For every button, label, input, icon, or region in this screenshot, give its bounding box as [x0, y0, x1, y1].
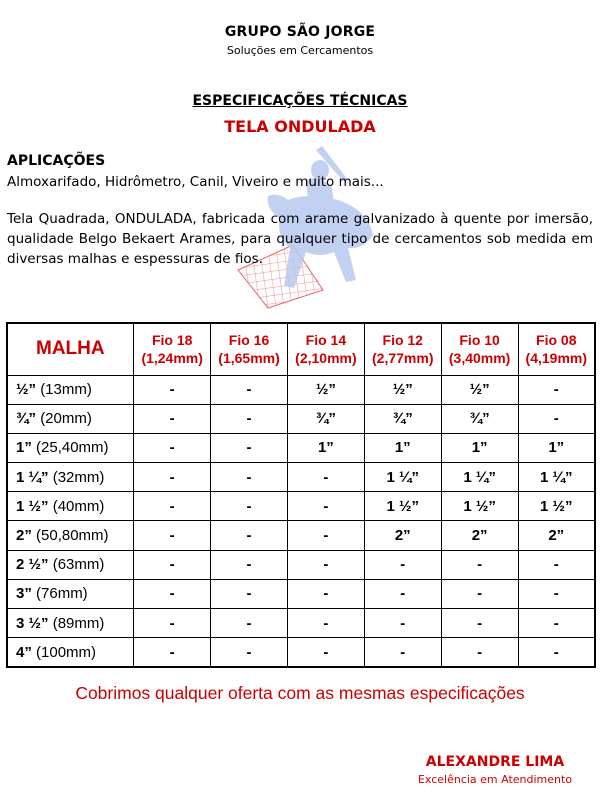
availability-cell: -: [211, 375, 288, 404]
fio-header: [441, 323, 518, 375]
availability-cell: -: [518, 638, 595, 667]
product-description: Tela Quadrada, ONDULADA, fabricada com arame galvanizado à quente por imersão, qualidade Belgo Bekaert Arames, para qualquer tipo de cercamentos sob medida em diversas malhas e espessuras de fios.: [7, 211, 593, 267]
fio-header: [134, 323, 211, 375]
mesh-size-cell: [7, 550, 134, 579]
availability-cell: -: [518, 609, 595, 638]
availability-cell: -: [518, 550, 595, 579]
availability-cell: -: [134, 463, 211, 492]
letterhead: [0, 24, 600, 57]
availability-cell: ½”: [441, 375, 518, 404]
fio-diameter: (1,65mm): [218, 350, 280, 367]
mesh-size-inches: 2 ½”: [16, 556, 49, 574]
fio-diameter: (2,10mm): [295, 350, 357, 367]
mesh-size-inches: 1 ¼”: [16, 468, 49, 486]
mesh-size-cell: [7, 609, 134, 638]
mesh-size-inches: ½”: [16, 381, 37, 399]
availability-cell: ¾”: [287, 404, 364, 433]
availability-cell: 1”: [287, 433, 364, 462]
availability-cell: -: [211, 521, 288, 550]
applications-text: Almoxarifado, Hidrômetro, Canil, Viveiro e muito mais...: [7, 174, 384, 190]
malha-header: MALHA: [7, 323, 134, 375]
availability-cell: -: [441, 609, 518, 638]
applications-heading: APLICAÇÕES: [7, 153, 106, 169]
mesh-size-cell: [7, 375, 134, 404]
fio-diameter: (2,77mm): [372, 350, 434, 367]
availability-cell: -: [134, 404, 211, 433]
table-row: [7, 521, 595, 550]
mesh-size-cell: [7, 638, 134, 667]
mesh-size-mm: (76mm): [36, 585, 88, 603]
fio-gauge: Fio 12: [382, 332, 423, 349]
product-name: TELA ONDULADA: [224, 117, 376, 136]
fio-gauge: Fio 08: [536, 332, 577, 349]
availability-cell: 1 ¼”: [518, 463, 595, 492]
mesh-size-inches: 2”: [16, 527, 32, 545]
availability-cell: -: [518, 375, 595, 404]
mesh-size-cell: [7, 433, 134, 462]
availability-cell: 1 ½”: [441, 492, 518, 521]
spec-table-body: [7, 375, 595, 667]
mesh-size-cell: [7, 404, 134, 433]
fio-gauge: Fio 16: [228, 332, 270, 349]
mesh-size-inches: 3”: [16, 585, 32, 603]
spec-table: [6, 322, 596, 668]
fio-gauge: Fio 10: [459, 332, 500, 349]
table-row: [7, 463, 595, 492]
availability-cell: -: [364, 550, 441, 579]
availability-cell: -: [287, 492, 364, 521]
signature: [405, 754, 585, 786]
availability-cell: 1 ¼”: [364, 463, 441, 492]
fio-diameter: (3,40mm): [448, 350, 511, 367]
mesh-size-mm: (32mm): [52, 468, 105, 486]
mesh-size-cell: [7, 492, 134, 521]
fio-header: [518, 323, 595, 375]
availability-cell: -: [211, 579, 288, 608]
mesh-size-mm: (40mm): [52, 497, 105, 515]
table-row: [7, 550, 595, 579]
mesh-size-mm: (89mm): [52, 614, 105, 632]
availability-cell: -: [211, 609, 288, 638]
availability-cell: -: [211, 404, 288, 433]
availability-cell: -: [211, 550, 288, 579]
availability-cell: -: [211, 638, 288, 667]
table-row: [7, 404, 595, 433]
mesh-size-cell: [7, 579, 134, 608]
availability-cell: 1 ½”: [518, 492, 595, 521]
availability-cell: -: [134, 638, 211, 667]
company-tagline: Soluções em Cercamentos: [226, 44, 374, 57]
availability-cell: -: [134, 375, 211, 404]
company-name: GRUPO SÃO JORGE: [224, 24, 376, 40]
availability-cell: -: [287, 638, 364, 667]
mesh-size-inches: 1 ½”: [16, 497, 49, 515]
mesh-size-cell: [7, 463, 134, 492]
availability-cell: -: [134, 492, 211, 521]
offer-text: Cobrimos qualquer oferta com as mesmas especificações: [75, 683, 525, 703]
availability-cell: 1 ½”: [364, 492, 441, 521]
fio-header: [211, 323, 288, 375]
signature-subtitle: Excelência em Atendimento: [417, 773, 573, 786]
availability-cell: -: [287, 521, 364, 550]
spec-title: [0, 93, 600, 109]
table-row: [7, 579, 595, 608]
table-row: [7, 375, 595, 404]
availability-cell: -: [134, 521, 211, 550]
availability-cell: ¾”: [364, 404, 441, 433]
availability-cell: -: [364, 609, 441, 638]
availability-cell: ½”: [287, 375, 364, 404]
table-row: [7, 492, 595, 521]
availability-cell: -: [287, 609, 364, 638]
mesh-size-mm: (63mm): [52, 556, 105, 574]
availability-cell: 2”: [364, 521, 441, 550]
mesh-size-inches: ¾”: [16, 410, 37, 428]
availability-cell: ¾”: [441, 404, 518, 433]
mesh-size-cell: [7, 521, 134, 550]
availability-cell: -: [287, 579, 364, 608]
mesh-size-mm: (20mm): [40, 410, 92, 428]
availability-cell: -: [518, 579, 595, 608]
table-header-row: [7, 323, 595, 375]
table-row: [7, 609, 595, 638]
availability-cell: -: [287, 550, 364, 579]
mesh-size-mm: (50,80mm): [36, 527, 109, 545]
availability-cell: -: [441, 638, 518, 667]
availability-cell: -: [134, 433, 211, 462]
fio-header: [287, 323, 364, 375]
table-row: [7, 433, 595, 462]
availability-cell: 2”: [518, 521, 595, 550]
availability-cell: -: [134, 609, 211, 638]
spec-title-text: ESPECIFICAÇÕES TÉCNICAS: [192, 93, 408, 109]
availability-cell: 1”: [441, 433, 518, 462]
availability-cell: 2”: [441, 521, 518, 550]
mesh-size-mm: (13mm): [40, 381, 92, 399]
availability-cell: -: [364, 579, 441, 608]
fio-diameter: (1,24mm): [141, 350, 203, 367]
mesh-size-inches: 3 ½”: [16, 614, 49, 632]
mesh-size-inches: 1”: [16, 439, 32, 457]
fio-gauge: Fio 18: [151, 332, 193, 349]
mesh-size-inches: 4”: [16, 643, 32, 661]
signature-name: ALEXANDRE LIMA: [425, 754, 565, 770]
availability-cell: -: [364, 638, 441, 667]
mesh-size-mm: (100mm): [36, 643, 97, 661]
availability-cell: -: [211, 433, 288, 462]
fio-diameter: (4,19mm): [525, 350, 587, 367]
availability-cell: -: [211, 463, 288, 492]
availability-cell: -: [441, 550, 518, 579]
availability-cell: 1”: [364, 433, 441, 462]
availability-cell: -: [134, 550, 211, 579]
availability-cell: 1”: [518, 433, 595, 462]
availability-cell: ½”: [364, 375, 441, 404]
availability-cell: 1 ¼”: [441, 463, 518, 492]
availability-cell: -: [518, 404, 595, 433]
fio-gauge: Fio 14: [305, 332, 347, 349]
availability-cell: -: [134, 579, 211, 608]
availability-cell: -: [211, 492, 288, 521]
availability-cell: -: [441, 579, 518, 608]
fio-header: [364, 323, 441, 375]
mesh-size-mm: (25,40mm): [36, 439, 109, 457]
availability-cell: -: [287, 463, 364, 492]
table-row: [7, 638, 595, 667]
